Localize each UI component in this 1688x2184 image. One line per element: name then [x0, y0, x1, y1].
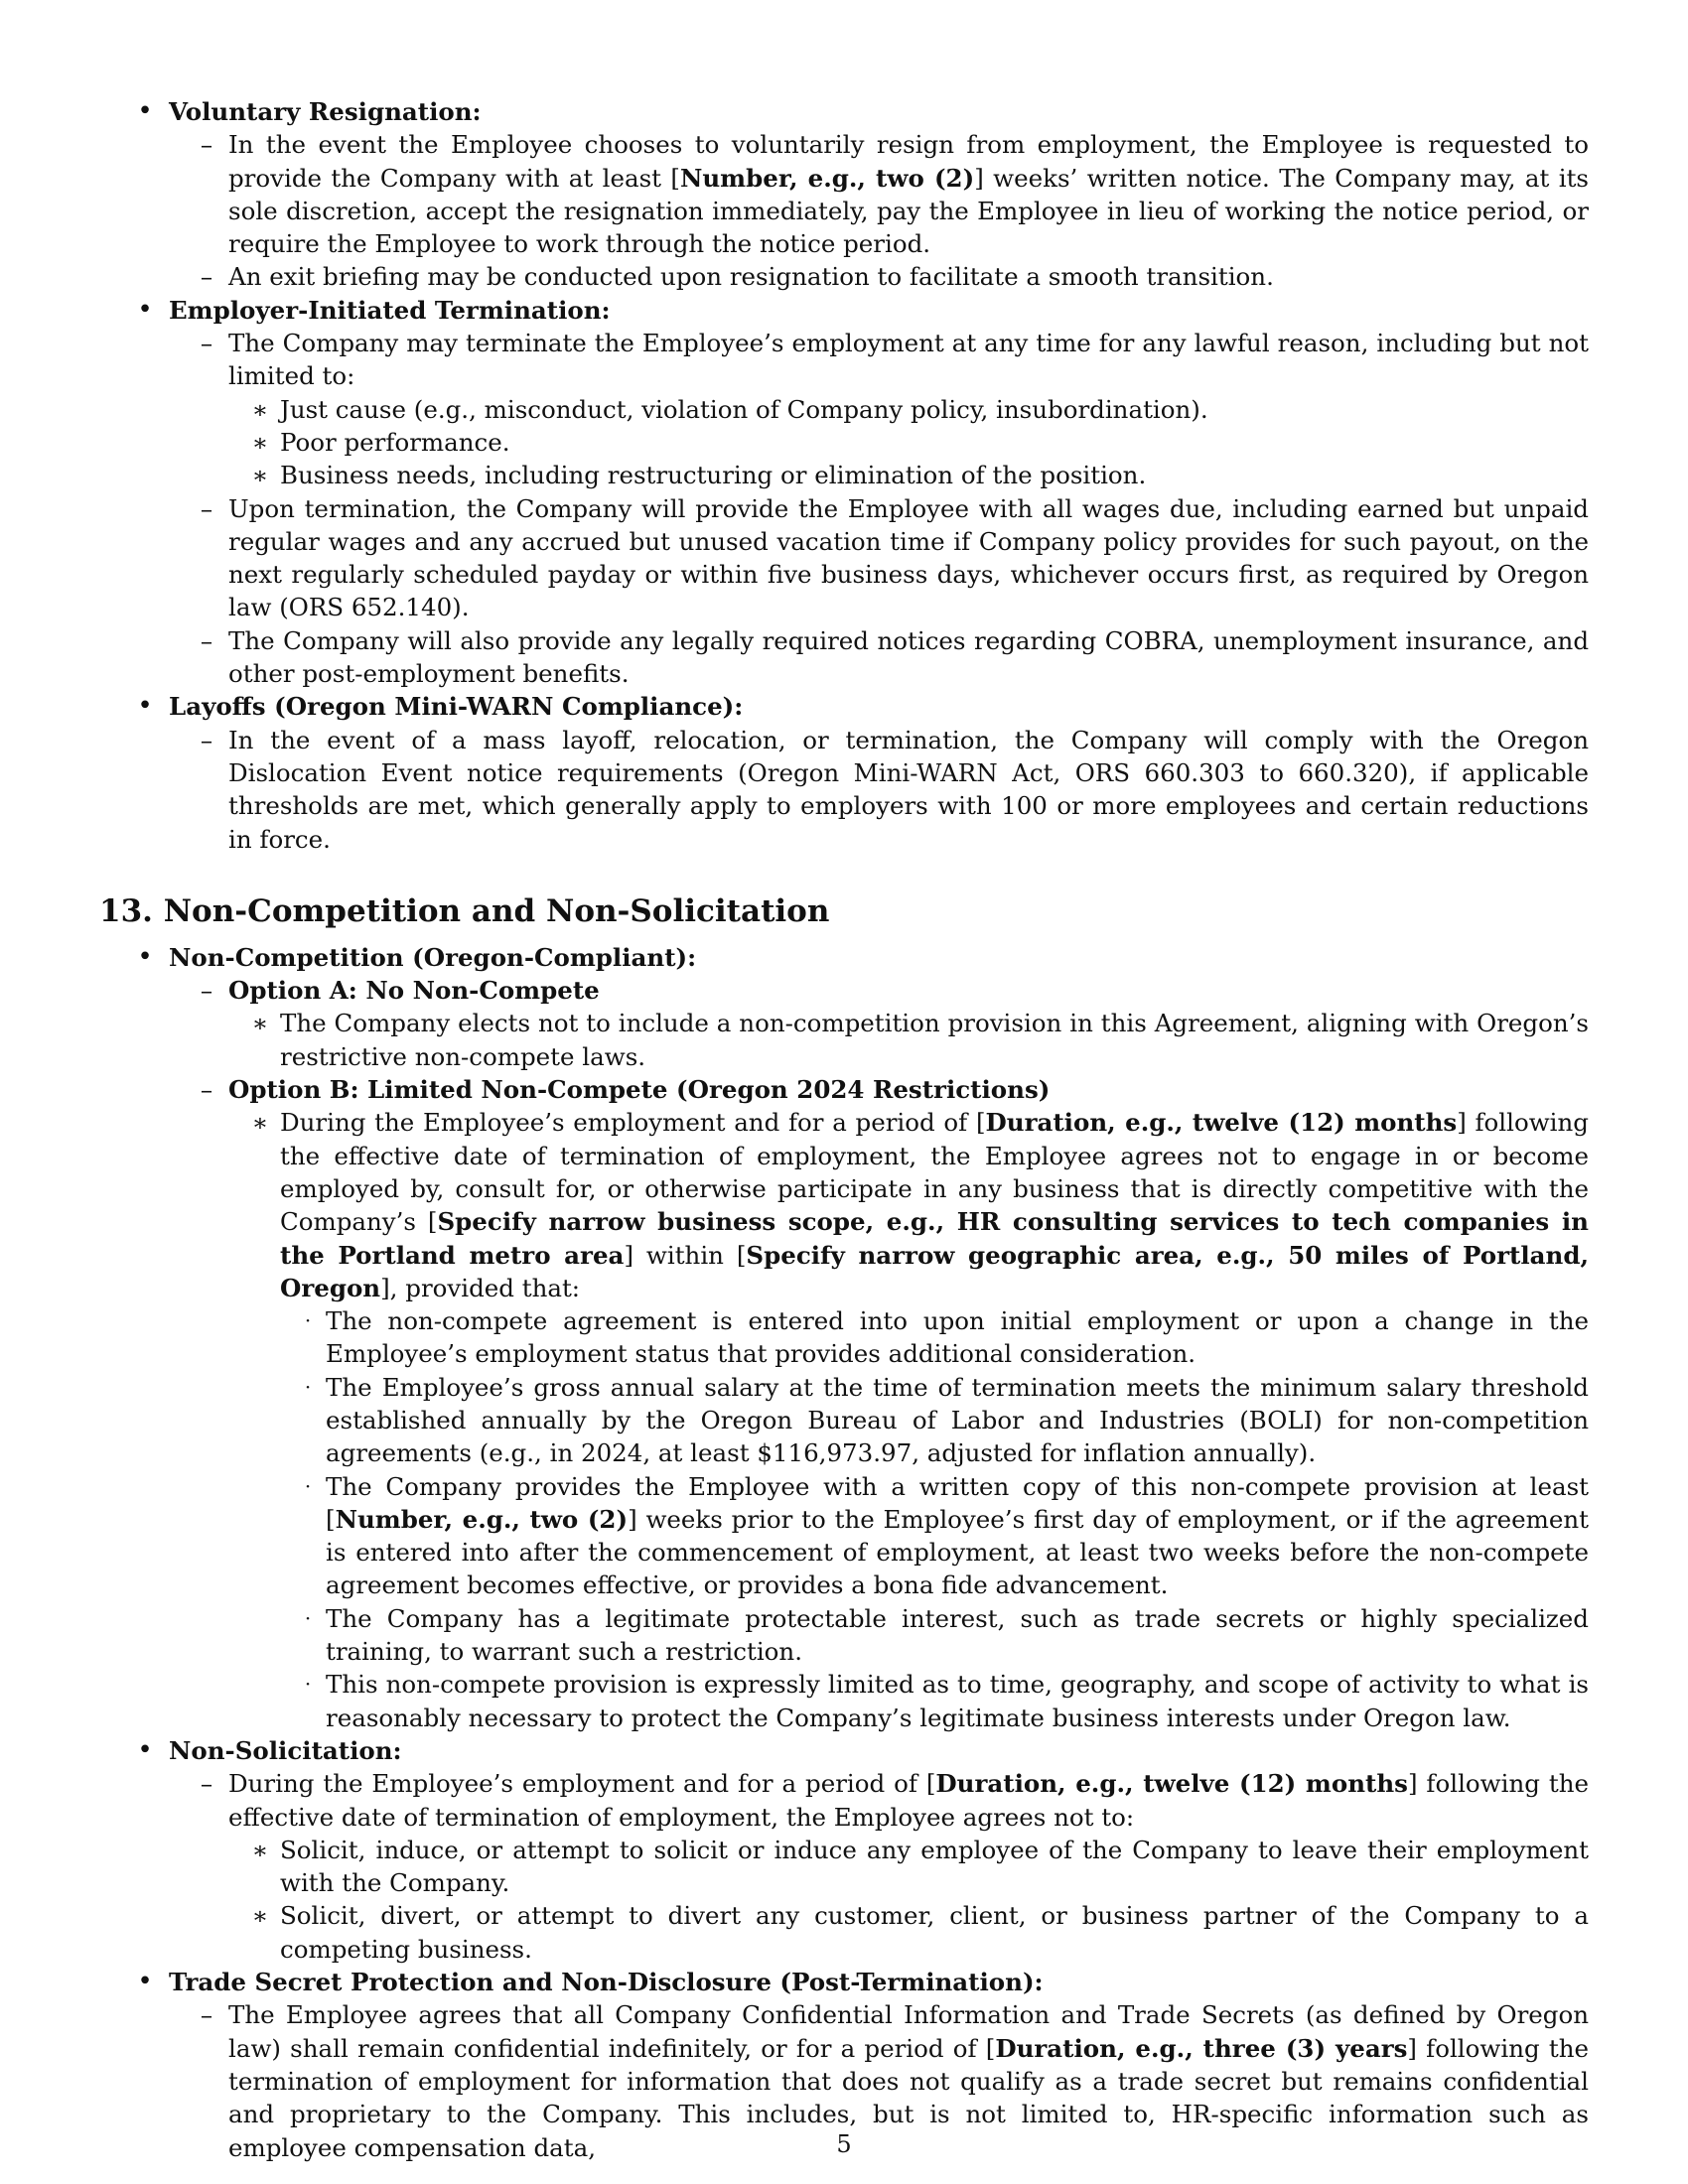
- list-item: [251, 1007, 1589, 1073]
- list-item: [304, 1602, 1589, 1669]
- dot-marker: ·: [304, 1473, 312, 1498]
- list-item: [304, 1371, 1589, 1470]
- list-item: [137, 294, 1589, 327]
- section-title: 13. Non-Competition and Non-Solicitation: [99, 892, 830, 929]
- dash-marker: –: [200, 493, 213, 523]
- item-heading: Layoffs (Oregon Mini-WARN Compliance):: [169, 692, 744, 722]
- list-item: [304, 1668, 1589, 1734]
- dash-marker: –: [200, 1769, 213, 1799]
- bullet-marker: •: [137, 294, 153, 325]
- list-item: [251, 393, 1589, 426]
- dash-marker: –: [200, 329, 213, 358]
- list-item: [251, 1106, 1589, 1304]
- paragraph-text: ] weeks’ written notice. The Company may, at its sole discretion, accept the resignation immediately, pay the Employee in lieu of working the notice period, or require the Employee to work through the notice period.: [228, 163, 1589, 259]
- paragraph-text: Upon termination, the Company will provide the Employee with all wages due, including earned but unpaid regular wages and any accrued but unused vacation time if Company policy provides for such payout, on the next regularly scheduled payday or within five business days, whichever occurs first, as required by Oregon law (ORS 652.140).: [228, 493, 1589, 622]
- list-item: [200, 1073, 1589, 1106]
- star-marker: ∗: [251, 1108, 269, 1138]
- star-marker: ∗: [251, 1835, 269, 1864]
- list-item: [251, 1899, 1589, 1966]
- bullet-marker: •: [137, 1734, 153, 1765]
- page-number: 5: [836, 2130, 852, 2158]
- placeholder-text: Number, e.g., two (2): [335, 1504, 629, 1534]
- bullet-marker: •: [137, 1967, 153, 1997]
- list-item: [200, 260, 1589, 293]
- item-heading: Voluntary Resignation:: [169, 97, 482, 126]
- placeholder-text: Specify narrow geographic area, e.g., 50 miles of Portland, Oregon: [280, 1240, 1589, 1302]
- paragraph-text: The Company provides the Employee with a written copy of this non-compete provision at least [: [326, 1471, 1589, 1534]
- paragraph-text: The Company elects not to include a non-competition provision in this Agreement, aligning with Oregon’s restrictive non-compete laws.: [280, 1009, 1589, 1071]
- item-heading: Trade Secret Protection and Non-Disclosure (Post-Termination):: [169, 1968, 1044, 1997]
- dash-marker: –: [200, 625, 213, 655]
- paragraph-text: The non-compete agreement is entered into upon initial employment or upon a change in the Employee’s employment status that provides additional consideration.: [326, 1306, 1589, 1369]
- dot-marker: ·: [304, 1308, 312, 1333]
- paragraph-text: In the event of a mass layoff, relocation, or termination, the Company will comply with the Oregon Dislocation Event notice requirements (Oregon Mini-WARN Act, ORS 660.303 to 660.320), if applicable thresholds are met, which generally apply to employers with 100 or more employees and certain reductions in force.: [228, 725, 1589, 854]
- dot-marker: ·: [304, 1605, 312, 1630]
- bullet-marker: •: [137, 96, 153, 126]
- paragraph-text: The Company may terminate the Employee’s employment at any time for any lawful reason, including but not limited to:: [228, 329, 1589, 391]
- star-marker: ∗: [251, 427, 269, 457]
- document-page: [99, 95, 1589, 2164]
- bullet-marker: •: [137, 691, 153, 722]
- paragraph-text: An exit briefing may be conducted upon resignation to facilitate a smooth transition.: [228, 262, 1274, 292]
- list-item: [304, 1304, 1589, 1371]
- dash-marker: –: [200, 1075, 213, 1105]
- list-item: [251, 459, 1589, 491]
- paragraph-text: In the event the Employee chooses to voluntarily resign from employment, the Employee is requested to provide the Company with at least [: [228, 130, 1589, 193]
- paragraph-text: ] following the effective date of termination of employment, the Employee agrees not to:: [228, 1769, 1589, 1832]
- dash-marker: –: [200, 2000, 213, 2030]
- paragraph-text: ] weeks prior to the Employee’s first day of employment, or if the agreement is entered into after the commencement of employment, at least two weeks before the non-compete agreement becomes effective, or provides a bona fide advancement.: [326, 1504, 1589, 1600]
- dash-marker: –: [200, 976, 213, 1006]
- item-heading: Non-Solicitation:: [169, 1735, 402, 1765]
- paragraph-text: ] within [: [624, 1240, 747, 1270]
- paragraph-text: ] following the effective date of termination of employment, the Employee agrees not to engage in or become employed by, consult for, or otherwise participate in any business that is directly competitive with the Company’s [: [280, 1108, 1589, 1237]
- list-item: [200, 974, 1589, 1007]
- placeholder-text: Duration, e.g., three (3) years: [995, 2033, 1408, 2063]
- star-marker: ∗: [251, 1009, 269, 1038]
- paragraph-text: During the Employee’s employment and for a period of [: [228, 1769, 936, 1799]
- paragraph-text: The Company will also provide any legally required notices regarding COBRA, unemployment insurance, and other post-employment benefits.: [228, 625, 1589, 689]
- paragraph-text: The Employee’s gross annual salary at the time of termination meets the minimum salary threshold established annually by the Oregon Bureau of Labor and Industries (BOLI) for non-competition agreements (e.g., in 2024, at least $116,973.97, adjusted for inflation annually).: [326, 1372, 1589, 1468]
- paragraph-text: Solicit, divert, or attempt to divert any customer, client, or business partner of the Company to a competing business.: [280, 1901, 1589, 1964]
- dot-marker: ·: [304, 1374, 312, 1399]
- placeholder-text: Specify narrow business scope, e.g., HR consulting services to tech companies in the Portland metro area: [280, 1207, 1589, 1270]
- list-item: [137, 1966, 1589, 1998]
- dash-marker: –: [200, 262, 213, 292]
- list-item: [200, 724, 1589, 856]
- list-item: [137, 1734, 1589, 1767]
- paragraph-text: Just cause (e.g., misconduct, violation of Company policy, insubordination).: [280, 394, 1208, 424]
- option-heading: Option A: No Non-Compete: [228, 976, 600, 1006]
- list-item: [251, 426, 1589, 459]
- star-marker: ∗: [251, 461, 269, 490]
- paragraph-text: ], provided that:: [380, 1273, 581, 1302]
- placeholder-text: Duration, e.g., twelve (12) months: [935, 1769, 1408, 1799]
- dash-marker: –: [200, 725, 213, 754]
- list-item: [137, 690, 1589, 723]
- list-item: [137, 941, 1589, 974]
- list-item: [200, 128, 1589, 260]
- list-item: [200, 1767, 1589, 1834]
- paragraph-text: During the Employee’s employment and for a period of [: [280, 1108, 986, 1138]
- paragraph-text: This non-compete provision is expressly limited as to time, geography, and scope of activity to what is reasonably necessary to protect the Company’s legitimate business interests under Oregon law.: [326, 1670, 1589, 1732]
- item-heading: Non-Competition (Oregon-Compliant):: [169, 942, 697, 972]
- list-item: [304, 1470, 1589, 1602]
- placeholder-text: Number, e.g., two (2): [679, 163, 975, 193]
- list-item: [200, 492, 1589, 624]
- placeholder-text: Duration, e.g., twelve (12) months: [985, 1108, 1458, 1138]
- option-heading: Option B: Limited Non-Compete (Oregon 2024 Restrictions): [228, 1075, 1051, 1105]
- bullet-marker: •: [137, 941, 153, 972]
- paragraph-text: The Company has a legitimate protectable interest, such as trade secrets or highly specialized training, to warrant such a restriction.: [326, 1603, 1589, 1667]
- list-item: [251, 1834, 1589, 1900]
- paragraph-text: Solicit, induce, or attempt to solicit or induce any employee of the Company to leave their employment with the Company.: [280, 1835, 1589, 1898]
- star-marker: ∗: [251, 1901, 269, 1931]
- list-item: [200, 327, 1589, 393]
- paragraph-text: Business needs, including restructuring or elimination of the position.: [280, 461, 1147, 490]
- star-marker: ∗: [251, 394, 269, 424]
- item-heading: Employer-Initiated Termination:: [169, 295, 611, 325]
- dot-marker: ·: [304, 1672, 312, 1697]
- list-item: [137, 95, 1589, 128]
- paragraph-text: Poor performance.: [280, 427, 510, 457]
- dash-marker: –: [200, 130, 213, 160]
- list-item: [200, 624, 1589, 691]
- paragraph-text: The Employee agrees that all Company Confidential Information and Trade Secrets (as defined by Oregon law) shall remain confidential indefinitely, or for a period of [: [228, 2000, 1589, 2063]
- paragraph-text: ] following the termination of employment for information that does not qualify as a trade secret but remains confidential and proprietary to the Company. This includes, but is not limited to, HR-specific information such as employee compensation data,: [228, 2033, 1589, 2162]
